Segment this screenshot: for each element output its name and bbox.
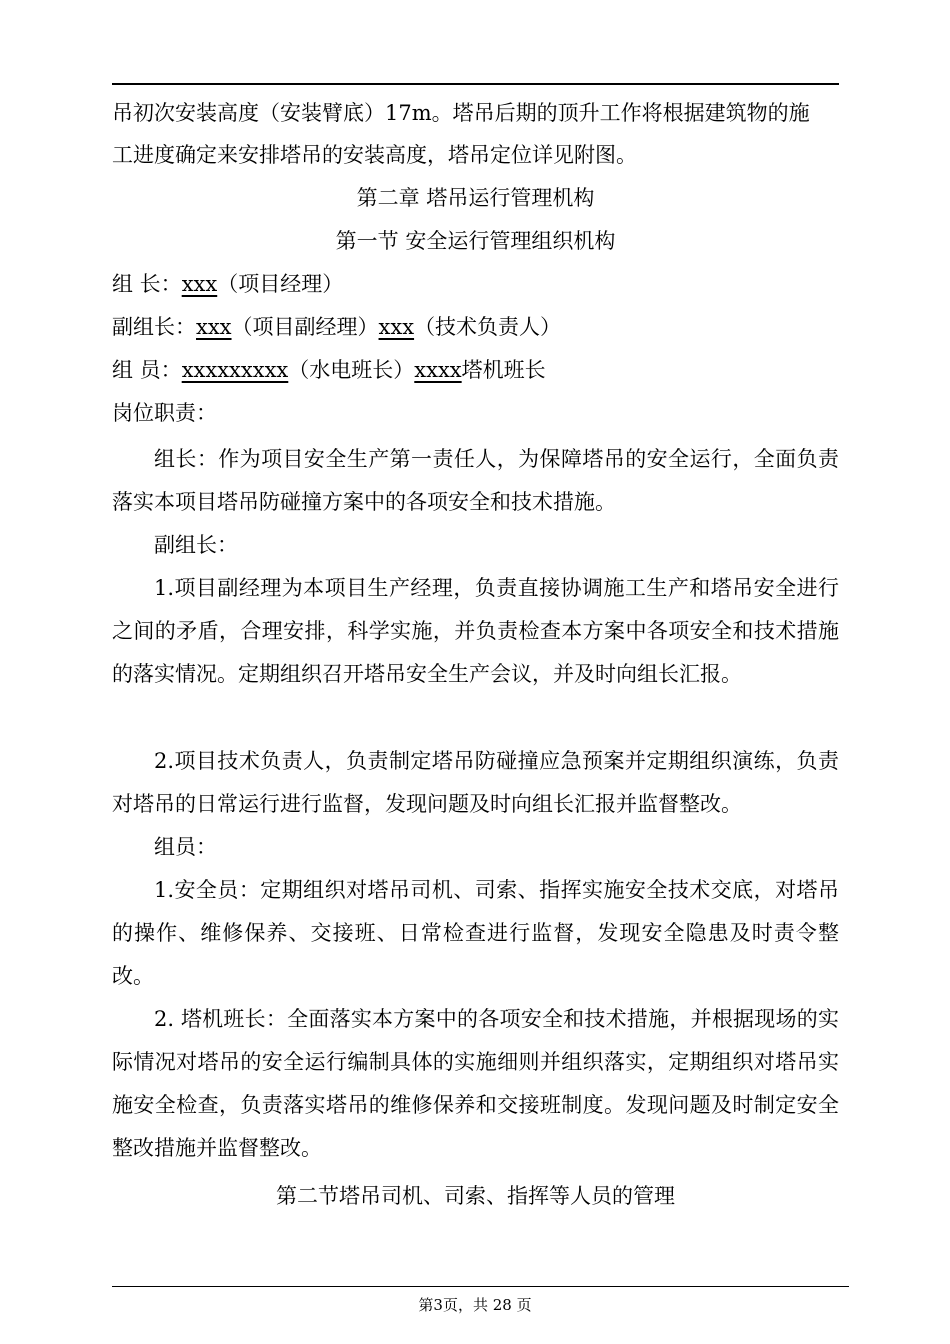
members-name-1: xxxxxxxxx <box>181 358 289 382</box>
deputy-role-2: （技术负责人） <box>414 315 562 339</box>
page-number: 第3页，共 28 页 <box>418 1296 532 1314</box>
deputy-duty-1: 1.项目副经理为本项目生产经理，负责直接协调施工生产和塔吊安全进行之间的矛盾，合理安排，科学实施，并负责检查本方案中各项安全和技术措施的落实情况。定期组织召开塔吊安全生产会议，并及时向组长汇报。 <box>112 576 839 686</box>
member-duty-2: 2. 塔机班长：全面落实本方案中的各项安全和技术措施，并根据现场的实际情况对塔吊的安全运行编制具体的实施细则并组织落实，定期组织对塔吊实施安全检查，负责落实塔吊的维修保养和交接班制度。发现问题及时制定安全整改措施并监督整改。 <box>112 1007 839 1160</box>
members-name-2: xxxx <box>414 358 462 382</box>
members-label: 组 员： <box>112 358 182 382</box>
deputy-label: 副组长： <box>112 315 196 339</box>
duties-heading: 岗位职责： <box>112 401 217 425</box>
leader-role: （项目经理） <box>217 272 344 296</box>
intro-line-2: 工进度确定来安排塔吊的安装高度，塔吊定位详见附图。 <box>112 143 637 167</box>
chapter-title: 第二章 塔吊运行管理机构 <box>356 186 595 210</box>
member-duty-1: 1.安全员：定期组织对塔吊司机、司索、指挥实施安全技术交底，对塔吊的操作、维修保养、交接班、日常检查进行监督，发现安全隐患及时责令整改。 <box>112 878 839 988</box>
members-role-2: 塔机班长 <box>461 358 546 382</box>
leader-duty: 组长：作为项目安全生产第一责任人，为保障塔吊的安全运行，全面负责落实本项目塔吊防碰撞方案中的各项安全和技术措施。 <box>112 447 839 514</box>
deputy-name-1: xxx <box>196 315 232 339</box>
leader-name: xxx <box>181 272 218 296</box>
leader-line <box>112 269 343 299</box>
footer-rule <box>112 1286 849 1287</box>
members-heading: 组员： <box>154 835 217 859</box>
deputy-role-1: （项目副经理） <box>231 315 379 339</box>
deputy-line <box>112 312 561 342</box>
members-role-1: （水电班长） <box>288 358 415 382</box>
deputy-name-2: xxx <box>378 315 415 339</box>
deputy-duty-2: 2.项目技术负责人，负责制定塔吊防碰撞应急预案并定期组织演练，负责对塔吊的日常运行进行监督，发现问题及时向组长汇报并监督整改。 <box>112 749 839 816</box>
section-title-1: 第一节 安全运行管理组织机构 <box>335 229 616 253</box>
intro-line-1: 吊初次安装高度（安装臂底）17m。塔吊后期的顶升工作将根据建筑物的施 <box>112 101 810 125</box>
deputy-heading: 副组长： <box>154 533 238 557</box>
leader-label: 组 长： <box>112 272 182 296</box>
header-rule <box>112 83 839 85</box>
members-line <box>112 355 546 385</box>
section-title-2: 第二节塔吊司机、司索、指挥等人员的管理 <box>276 1184 675 1208</box>
